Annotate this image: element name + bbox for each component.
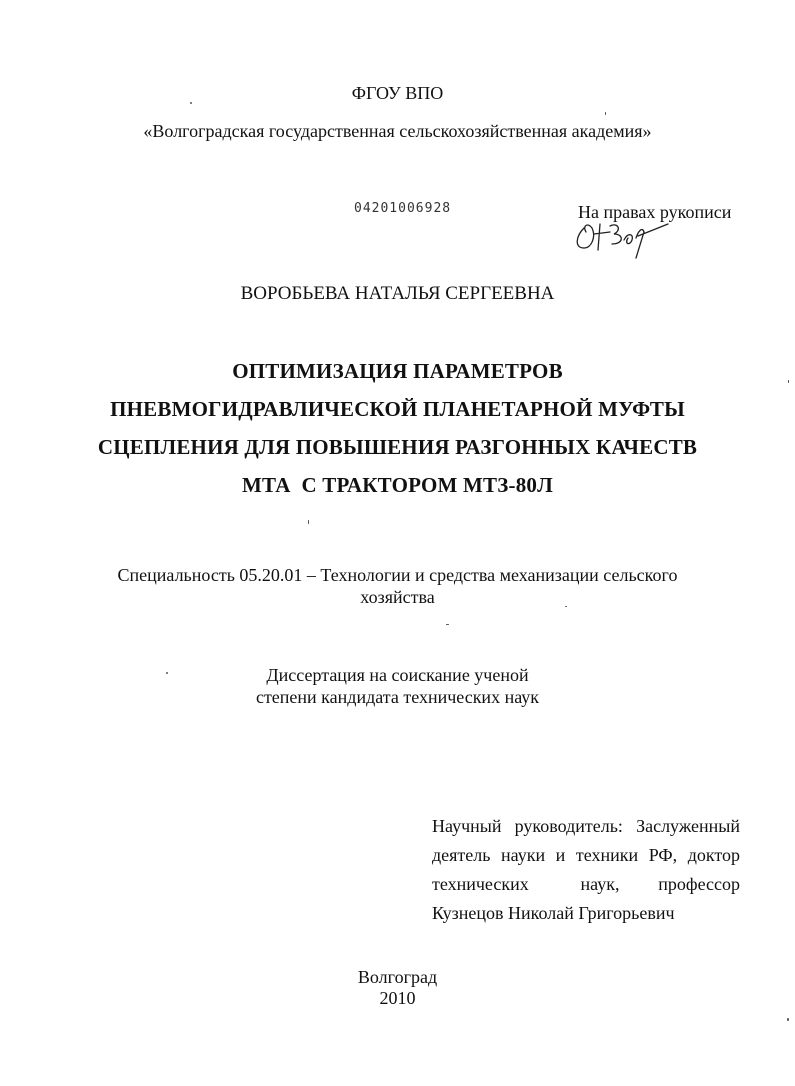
supervisor-name: Кузнецов Николай Григорьевич <box>432 903 675 923</box>
year: 2010 <box>379 988 416 1008</box>
signature-icon <box>572 218 672 260</box>
manuscript-rights-label: На правах рукописи <box>578 202 732 222</box>
scan-speck <box>190 102 192 104</box>
title-line: ПНЕВМОГИДРАВЛИЧЕСКОЙ ПЛАНЕТАРНОЙ МУФТЫ <box>110 397 685 421</box>
supervisor-block <box>432 812 740 928</box>
specialty-line: Специальность 05.20.01 – Технологии и средства механизации сельского <box>117 565 678 585</box>
scan-speck <box>565 606 567 607</box>
author-name: ВОРОБЬЕВА НАТАЛЬЯ СЕРГЕЕВНА <box>240 283 555 304</box>
scan-speck <box>788 380 789 383</box>
degree-statement <box>0 664 795 708</box>
supervisor-line: технических наук, профессор <box>432 874 740 894</box>
archive-stamp-number: 04201006928 <box>354 201 452 216</box>
title-line: МТА С ТРАКТОРОМ МТЗ-80Л <box>242 473 553 497</box>
specialty-line: хозяйства <box>360 587 435 607</box>
title-line: ОПТИМИЗАЦИЯ ПАРАМЕТРОВ <box>232 359 563 383</box>
supervisor-line: деятель науки и техники РФ, доктор <box>432 845 740 865</box>
scan-speck <box>446 624 449 625</box>
degree-line: степени кандидата технических наук <box>255 687 540 707</box>
org-abbreviation: ФГОУ ВПО <box>351 83 444 103</box>
scan-speck <box>787 1018 789 1021</box>
scan-speck <box>605 112 606 115</box>
title-line: СЦЕПЛЕНИЯ ДЛЯ ПОВЫШЕНИЯ РАЗГОННЫХ КАЧЕСТВ <box>97 435 698 459</box>
city: Волгоград <box>357 967 438 987</box>
degree-line: Диссертация на соискание ученой <box>266 665 529 685</box>
dissertation-title <box>0 352 795 504</box>
specialty <box>0 564 795 608</box>
scan-speck <box>166 672 168 674</box>
scan-speck <box>308 520 309 524</box>
academy-name: «Волгоградская государственная сельскохозяйственная академия» <box>143 121 652 141</box>
supervisor-line: Научный руководитель: Заслуженный <box>432 816 740 836</box>
